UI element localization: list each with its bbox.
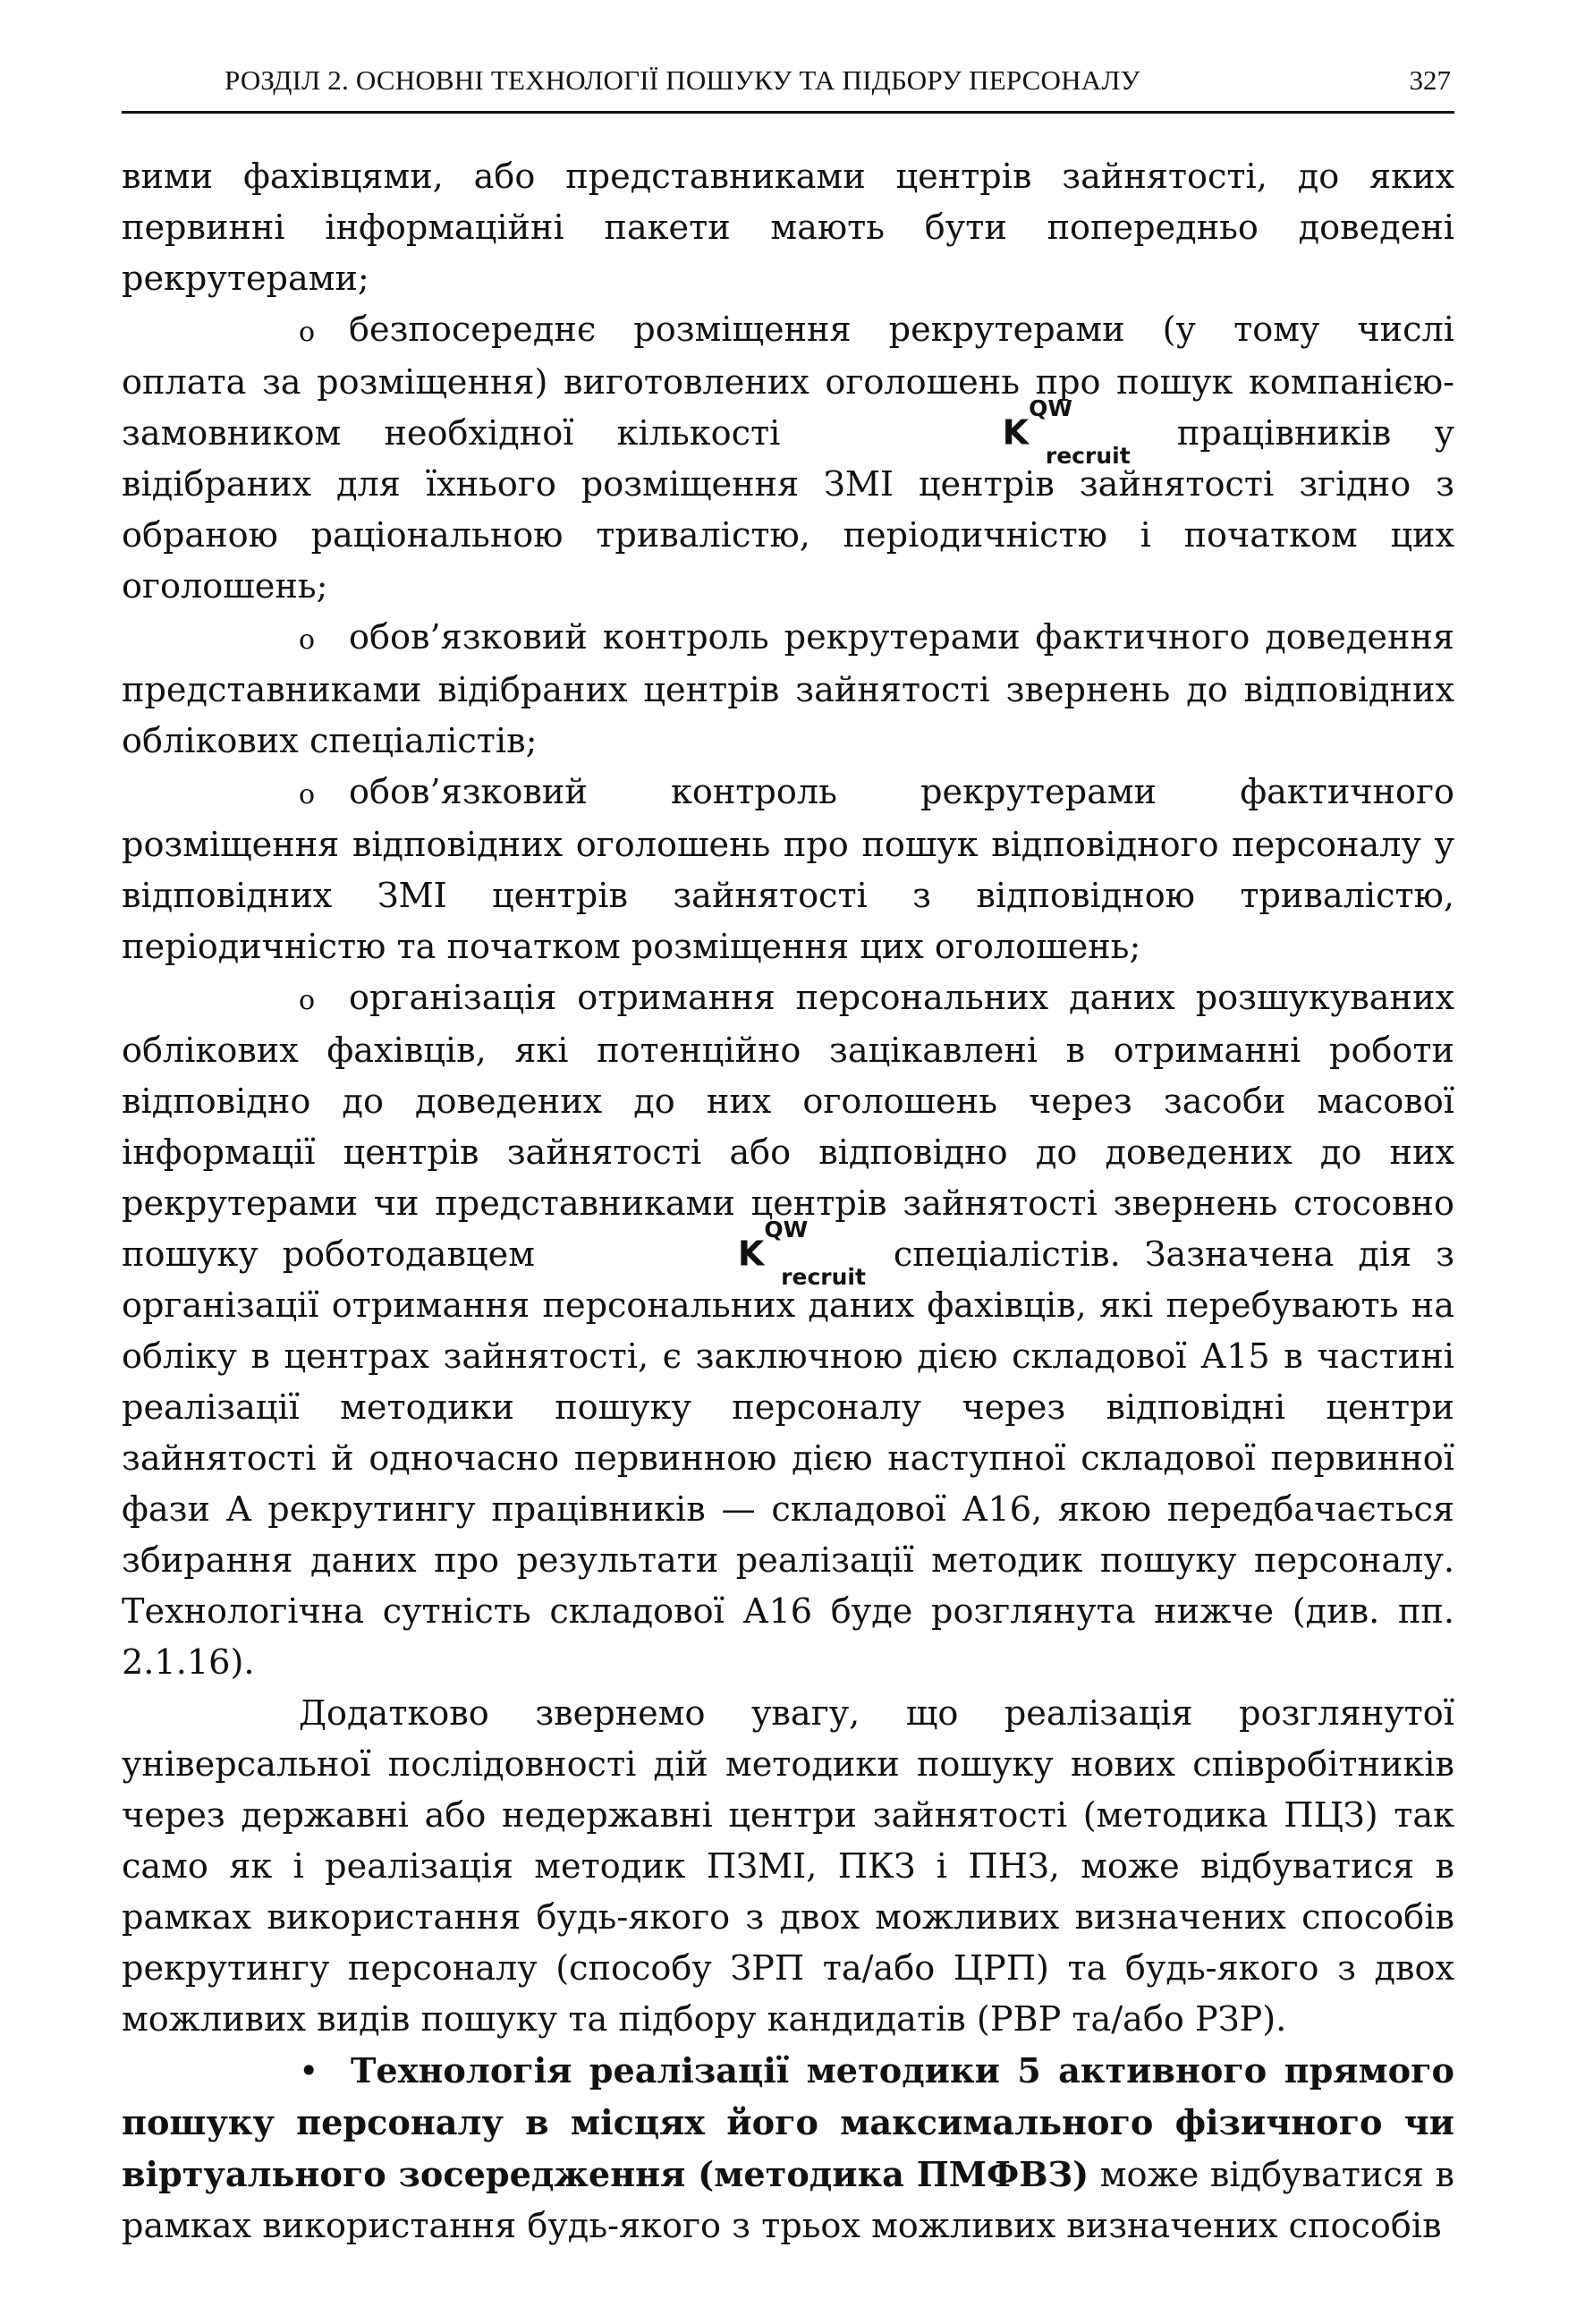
list-item: [122, 768, 1454, 973]
formula-k-qw-recruit: [561, 1217, 866, 1290]
list-item-text: спеціалістів. Зазначена дія з організації отримання персональних даних фахівців, які перебувають на обліку в центрах зайнятості, є заключною дією складової А15 в частині реалізації методики пошуку персоналу через відповідні центри зайнятості й одночасно первинною дією наступної складової первинної фази А рекрутингу працівників — складової А16, якою передбачається збирання даних про результати реалізації методик пошуку персоналу. Технологічна сутність складової А16 буде розглянута нижче (див. пп. 2.1.16).: [122, 1235, 1454, 1683]
formula-base: K: [737, 1234, 765, 1274]
filled-bullet-icon: •: [299, 2051, 319, 2091]
list-item-text: обов’язковий контроль рекрутерами фактичного розміщення відповідних оголошень про пошук відповідного персоналу у відповідних ЗМІ центрів зайнятості з відповідною тривалістю, періодичністю та початком розміщення цих оголошень;: [122, 773, 1454, 967]
paragraph-text: може відбуватися в рамках використання будь-якого з трьох можливих визначених способів: [122, 2156, 1454, 2246]
list-item-text: безпосереднє розміщення рекрутерами (у тому числі оплата за розміщення) виготовлених оголошень про пошук компанією-замовником необхідної кількості: [122, 310, 1454, 454]
paragraph: Додатково звернемо увагу, що реалізація розглянутої універсальної послідовності дій методики пошуку нових співробітників через державні або недержавні центри зайнятості (методика ПЦЗ) так само як і реалізація методик ПЗМІ, ПКЗ і ПНЗ, може відбуватися в рамках використання будь-якого з двох можливих визначених способів рекрутингу персоналу (способу ЗРП та/або ЦРП) та будь-якого з двох можливих видів пошуку та підбору кандидатів (РВР та/або РЗР).: [122, 1694, 1454, 2040]
hollow-bullet-icon: o: [299, 317, 316, 348]
bold-heading-text: Технологія реалізації методики 5 активного прямого пошуку персоналу в місцях його максимального фізичного чи віртуального зосередження (методика ПМФВЗ): [122, 2051, 1454, 2195]
formula-subscript: recruit: [1045, 442, 1131, 469]
list-item-text: організація отримання персональних даних розшукуваних облікових фахівців, які потенційно зацікавлені в отриманні роботи відповідно до доведених до них оголошень через засоби масової інформації центрів зайнятості або відповідно до доведених до них рекрутерами чи представниками центрів зайнятості звернень стосовно пошуку роботодавцем: [122, 979, 1454, 1275]
book-page: [122, 0, 1454, 2324]
continued-paragraph: вими фахівцями, або представниками центрів зайнятості, до яких первинні інформаційні пакети мають бути попередньо доведені рекрутерами;: [122, 157, 1454, 299]
hollow-bullet-icon: o: [299, 624, 316, 656]
chapter-title: РОЗДІЛ 2. ОСНОВНІ ТЕХНОЛОГІЇ ПОШУКУ ТА ПІДБОРУ ПЕРСОНАЛУ: [225, 64, 1140, 96]
formula-k-qw-recruit: [826, 395, 1131, 469]
main-text: [122, 152, 1454, 2252]
bullet-paragraph: [122, 2046, 1454, 2252]
formula-superscript: QW: [764, 1217, 809, 1243]
list-item: [122, 973, 1454, 1689]
list-item: [122, 613, 1454, 768]
formula-superscript: QW: [1029, 395, 1072, 422]
formula-base: K: [1002, 413, 1030, 453]
list-item-text: обов’язковий контроль рекрутерами фактичного доведення представниками відібраних центрів зайнятості звернень до відповідних облікових спеціалістів;: [122, 618, 1454, 761]
running-header: [122, 64, 1454, 114]
hollow-bullet-icon: o: [299, 985, 316, 1016]
page-number: 327: [1409, 64, 1451, 96]
formula-subscript: recruit: [781, 1263, 866, 1290]
hollow-bullet-icon: o: [299, 779, 316, 810]
list-item-text: працівників у відібраних для їхнього розміщення ЗМІ центрів зайнятості згідно з обраною раціональною тривалістю, періодичністю і початком цих оголошень;: [122, 414, 1455, 606]
list-item: [122, 305, 1454, 613]
